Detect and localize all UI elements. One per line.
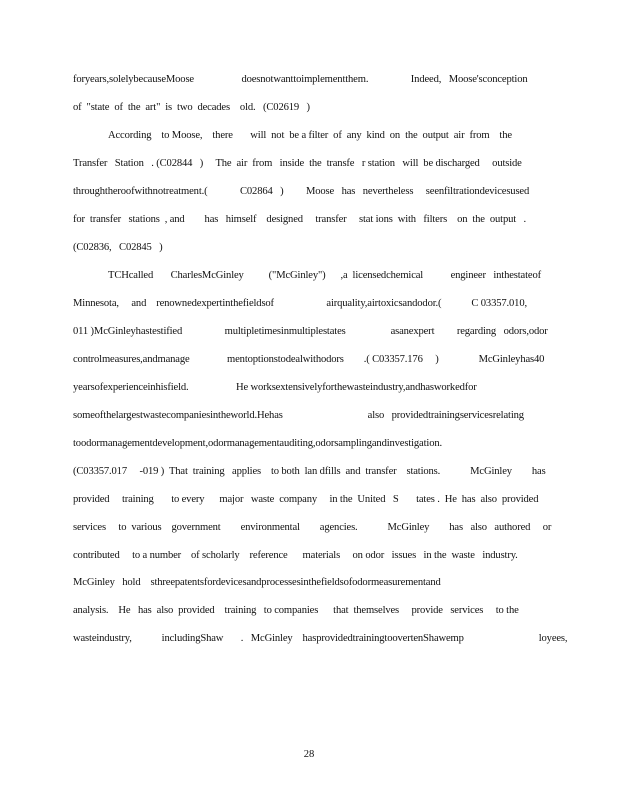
body-text-line: throughtheroofwithnotreatment.( C02864 ) Moose has nevertheless seenfiltrationdevicesused — [73, 186, 530, 197]
body-text-line: (C03357.017 -019 ) That training applies to both lan dfills and transfer stations. McGinley has — [73, 466, 546, 477]
body-text-line: someofthelargestwastecompaniesintheworld.Hehas also providedtrainingservicesrelating — [73, 410, 524, 421]
body-text-line: services to various government environmental agencies. McGinley has also authored or — [73, 522, 552, 533]
body-text-line: McGinley hold sthreepatentsfordevicesandprocessesinthefieldsofodormeasurementand — [73, 577, 441, 588]
body-text-line: (C02836, C02845 ) — [73, 242, 163, 253]
body-text-line: Minnesota, and renownedexpertinthefieldsof airquality,airtoxicsandodor.( C 03357.010, — [73, 298, 527, 309]
body-text-line: yearsofexperienceinhisfield. He worksextensivelyforthewasteindustry,andhasworkedfor — [73, 382, 477, 393]
paragraph-first-line: TCHcalled CharlesMcGinley ("McGinley") ,a licensedchemical engineer inthestateof — [108, 270, 541, 281]
body-text-line: analysis. He has also provided training to companies that themselves provide services to the — [73, 605, 519, 616]
paragraph-first-line: According to Moose, there will not be a filter of any kind on the output air from the — [108, 130, 512, 141]
body-text-line: of "state of the art" is two decades old. (C02619 ) — [73, 102, 310, 113]
body-text-line: wasteindustry, includingShaw . McGinley hasprovidedtrainingtoovertenShawemp loyees, — [73, 633, 568, 644]
body-text-line: Transfer Station . (C02844 ) The air from inside the transfe r station will be discharged outside — [73, 158, 522, 169]
body-text-line: provided training to every major waste company in the United S tates . He has also provided — [73, 494, 539, 505]
body-text-line: controlmeasures,andmanage mentoptionstodealwithodors .( C03357.176 ) McGinleyhas40 — [73, 354, 545, 365]
body-text-line: 011 )McGinleyhastestified multipletimesinmultiplestates asanexpert regarding odors,odor — [73, 326, 548, 337]
body-text-line: contributed to a number of scholarly reference materials on odor issues in the waste industry. — [73, 550, 518, 561]
page-number: 28 — [303, 749, 315, 760]
body-text-line: toodormanagementdevelopment,odormanagementauditing,odorsamplingandinvestigation. — [73, 438, 442, 449]
body-text-line: for transfer stations , and has himself designed transfer stat ions with filters on the output . — [73, 214, 527, 225]
body-text-line: foryears,solelybecauseMoose doesnotwanttoimplementthem. Indeed, Moose'sconception — [73, 74, 528, 85]
